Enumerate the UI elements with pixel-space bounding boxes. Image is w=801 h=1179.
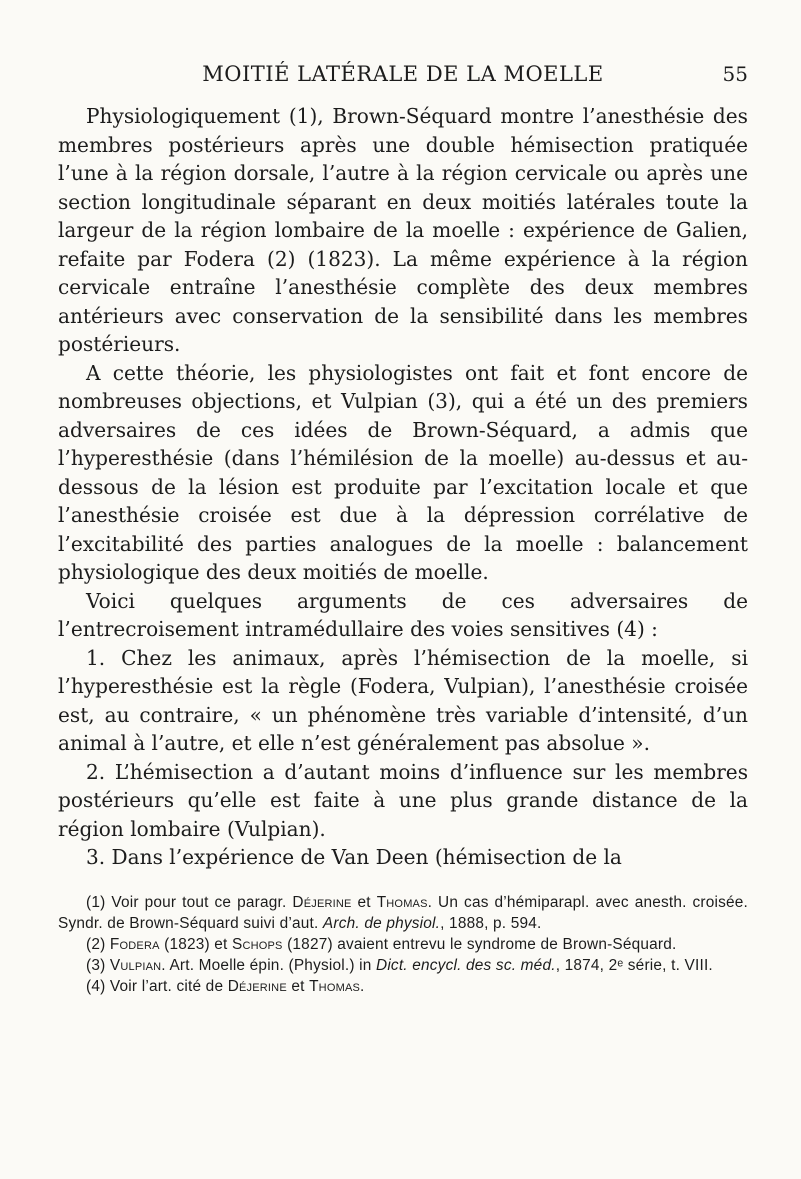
footnote-author: Schops (232, 935, 283, 953)
footnotes (58, 892, 748, 997)
footnote-mark: (1) (86, 893, 106, 911)
footnote-1 (58, 892, 748, 934)
footnote-mark: (2) (86, 935, 106, 953)
footnote-text: Un cas d’hémiparapl. avec anesth. croisée. Syndr. de Brown-Séquard suivi d’aut. (58, 893, 748, 932)
footnote-text: Voir l’art. cité de (109, 977, 224, 995)
paragraph: 2. L’hémisection a d’autant moins d’influence sur les membres postérieurs qu’elle est faite à une plus grande distance de la région lombaire (Vulpian). (58, 759, 748, 841)
page-number: 55 (722, 62, 748, 86)
footnote-2 (58, 934, 748, 955)
footnote-author: Vulpian. (109, 956, 166, 974)
page-header (58, 62, 748, 96)
paragraph: Physiologiquement (1), Brown-Séquard montre l’anesthésie des membres postérieurs après une double hémisection pratiquée l’une à la région dorsale, l’autre à la région cervicale ou après une section longitudinale séparant en deux moitiés latérales toute la largeur de la région lombaire de la moelle : expérience de Galien, refaite par Fodera (2) (1823). La même expérience à la région cervicale entraîne l’anesthésie complète des deux membres antérieurs avec conservation de la sensibilité dans les membres postérieurs. (58, 104, 748, 356)
body-text (58, 102, 748, 872)
footnote-author: Déjerine (227, 977, 287, 995)
footnote-journal: Dict. encycl. des sc. méd. (376, 956, 556, 974)
footnote-mark: (3) (86, 956, 106, 974)
paragraph: A cette théorie, les physiologistes ont fait et font encore de nombreuses objections, et Vulpian (3), qui a été un des premiers adversaires de ces idées de Brown-Séquard, a admis que l’hyperesthésie (dans l’hémilésion de la moelle) au-dessus et au-dessous de la lésion est produite par l’excitation locale et que l’anesthésie croisée est due à la dépression corrélative de l’excitabilité des parties analogues de la moelle : balancement physiologique des deux moitiés de moelle. (58, 360, 748, 584)
page (58, 62, 748, 997)
footnote-author: Déjerine (292, 893, 352, 911)
footnote-text: Voir pour tout ce paragr. (111, 893, 287, 911)
footnote-mark: (4) (86, 977, 106, 995)
footnote-text: et (291, 977, 305, 995)
footnote-text: (1823) et (164, 935, 228, 953)
footnote-text: Art. Moelle épin. (Physiol.) in (169, 956, 372, 974)
footnote-author: Thomas. (309, 977, 365, 995)
footnote-author: Thomas. (376, 893, 433, 911)
footnote-3 (58, 955, 748, 976)
footnote-text: et (357, 893, 371, 911)
paragraph: 1. Chez les animaux, après l’hémisection de la moelle, si l’hyperesthésie est la règle (Fodera, Vulpian), l’anesthésie croisée est, au contraire, « un phénomène très variable d’intensité, d’un animal à l’autre, et elle n’est généralement pas absolue ». (58, 645, 748, 755)
paragraph: 3. Dans l’expérience de Van Deen (hémisection de la (86, 845, 622, 869)
footnote-4 (58, 976, 748, 997)
footnote-text: , 1874, 2ᵉ série, t. VIII. (555, 956, 713, 974)
footnote-author: Fodera (109, 935, 160, 953)
footnote-journal: Arch. de physiol. (322, 914, 441, 932)
paragraph: Voici quelques arguments de ces adversaires de l’entrecroisement intramédullaire des voies sensitives (4) : (58, 588, 748, 641)
footnote-text: , 1888, p. 594. (440, 914, 542, 932)
running-title: MOITIÉ LATÉRALE DE LA MOELLE (202, 62, 604, 86)
footnote-text: (1827) avaient entrevu le syndrome de Brown-Séquard. (287, 935, 677, 953)
